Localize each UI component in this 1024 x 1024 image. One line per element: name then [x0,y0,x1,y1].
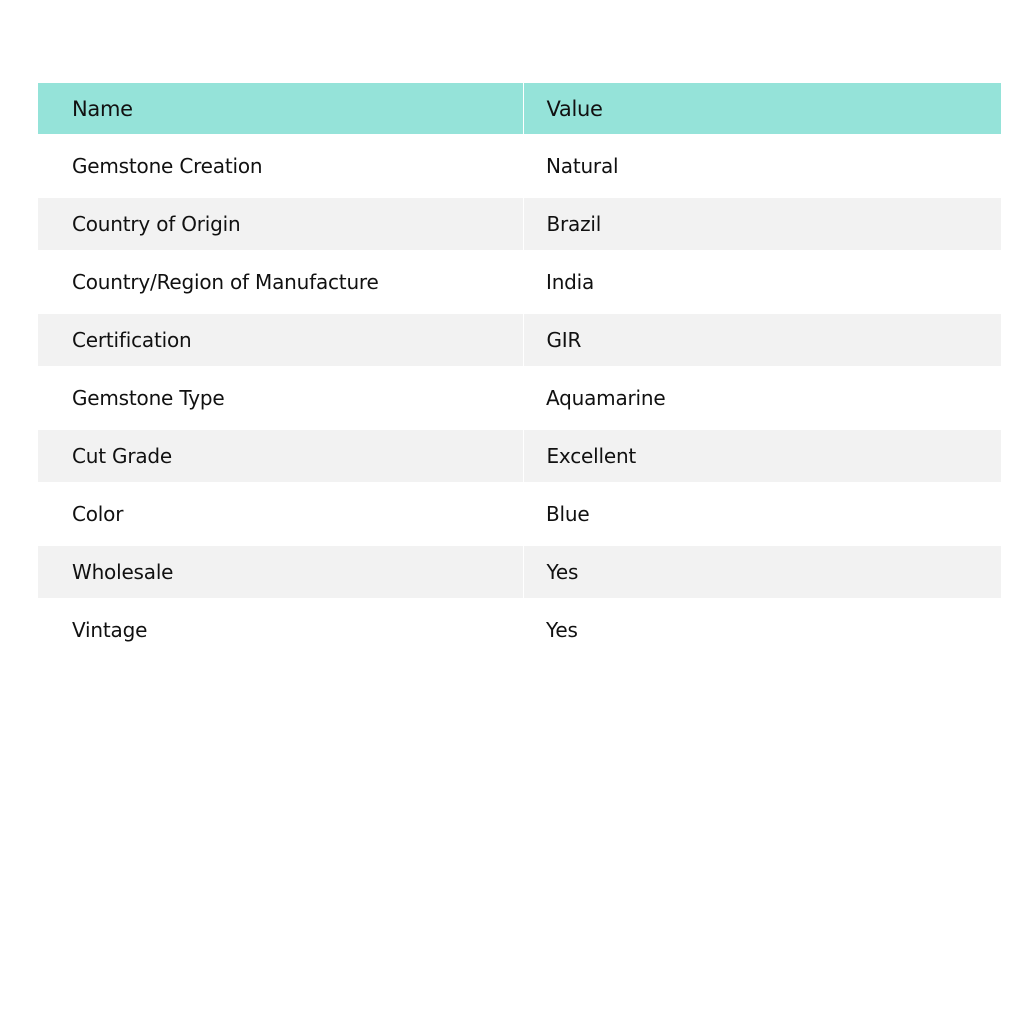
table-row [38,250,1001,314]
row-value-cell: Natural [546,154,619,178]
column-header-value: Value [523,83,1001,134]
row-value-cell: Excellent [523,430,1001,482]
table-row [38,198,1001,250]
table-row [38,314,1001,366]
table-row [38,134,1001,198]
row-value-cell: Aquamarine [546,386,666,410]
table-row [38,598,1001,662]
row-name-cell: Gemstone Type [72,386,225,410]
spec-table [38,83,1001,662]
row-name-cell: Country of Origin [38,198,523,250]
row-name-cell: Color [72,502,124,526]
table-row [38,482,1001,546]
row-name-cell: Country/Region of Manufacture [72,270,379,294]
table-row [38,366,1001,430]
row-name-cell: Vintage [72,618,148,642]
row-name-cell: Cut Grade [38,430,523,482]
row-value-cell: Yes [523,546,1001,598]
row-value-cell: Brazil [523,198,1001,250]
row-value-cell: Blue [546,502,590,526]
row-value-cell: GIR [523,314,1001,366]
table-row [38,430,1001,482]
row-name-cell: Certification [38,314,523,366]
row-name-cell: Gemstone Creation [72,154,263,178]
table-header-row [38,83,1001,134]
row-value-cell: India [546,270,595,294]
row-name-cell: Wholesale [38,546,523,598]
row-value-cell: Yes [546,618,578,642]
table-row [38,546,1001,598]
column-header-name: Name [38,83,523,134]
